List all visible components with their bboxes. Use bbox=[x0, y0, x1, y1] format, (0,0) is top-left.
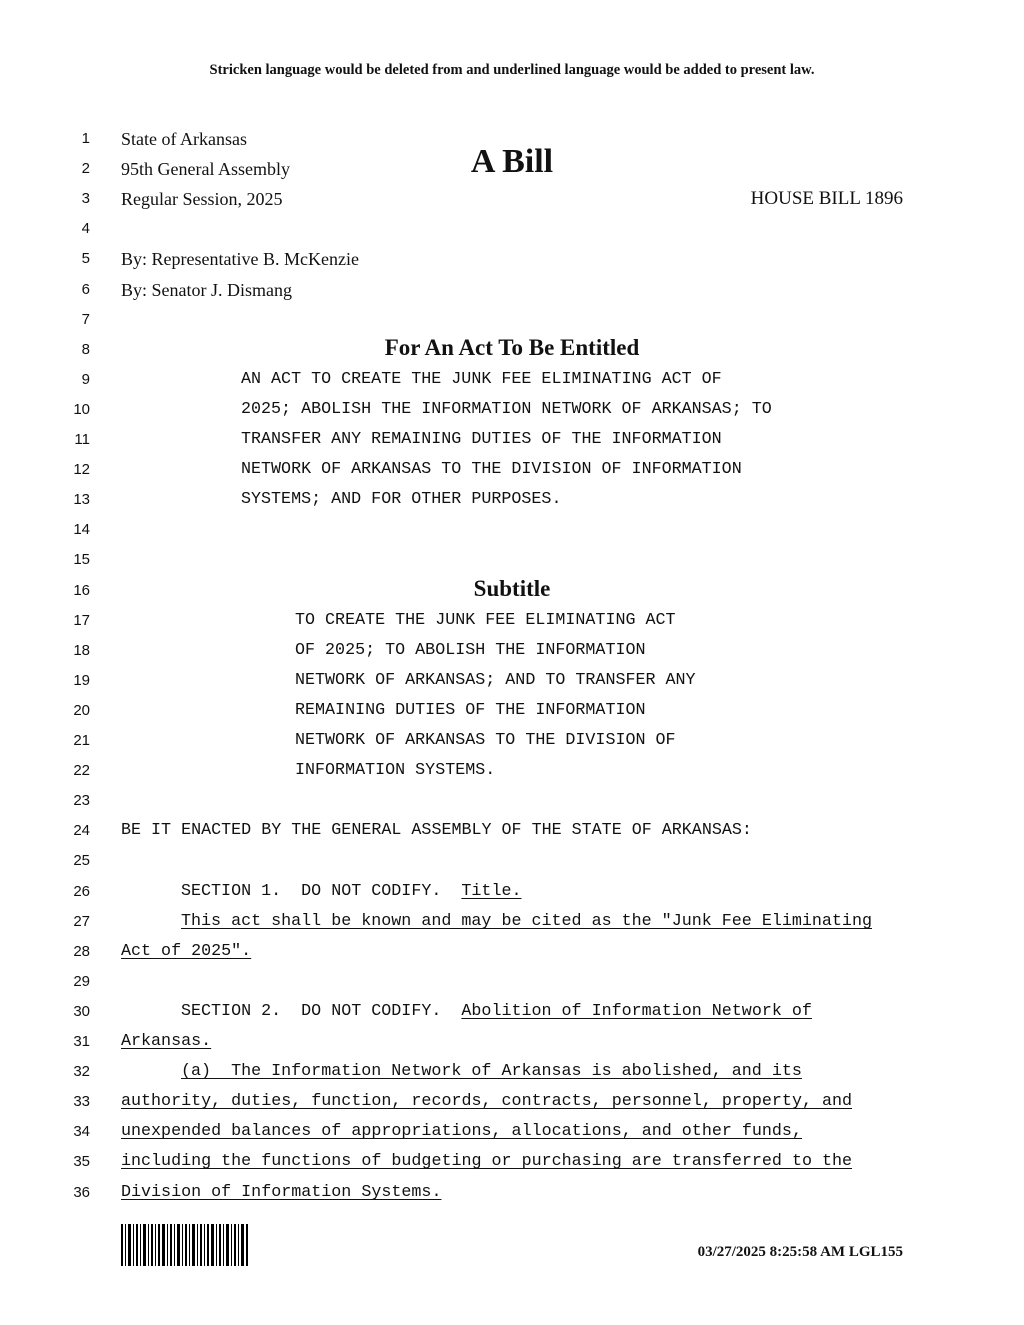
section-1-text: This act shall be known and may be cited as the "Junk Fee Eliminating bbox=[181, 912, 872, 931]
line-number: 21 bbox=[73, 732, 90, 749]
section-2-title-continued: Arkansas. bbox=[121, 1032, 212, 1051]
subtitle-line: TO CREATE THE JUNK FEE ELIMINATING ACT bbox=[295, 611, 676, 630]
line-number: 22 bbox=[73, 762, 90, 779]
section-2-text: including the functions of budgeting or purchasing are transferred to the bbox=[121, 1152, 853, 1171]
line-number: 10 bbox=[73, 401, 90, 418]
bill-type-title: A Bill bbox=[470, 143, 554, 180]
title-line: AN ACT TO CREATE THE JUNK FEE ELIMINATING ACT OF bbox=[241, 370, 722, 389]
subtitle-line: NETWORK OF ARKANSAS; AND TO TRANSFER ANY bbox=[295, 671, 696, 690]
line-number: 6 bbox=[81, 281, 90, 298]
section-1-text: Act of 2025". bbox=[121, 942, 252, 961]
line-number: 16 bbox=[73, 582, 90, 599]
line-number: 1 bbox=[81, 130, 90, 147]
line-number: 31 bbox=[73, 1033, 90, 1050]
line-number: 25 bbox=[73, 852, 90, 869]
line-number: 3 bbox=[81, 190, 90, 207]
title-line: 2025; ABOLISH THE INFORMATION NETWORK OF ARKANSAS; TO bbox=[241, 400, 772, 419]
section-2-text: Division of Information Systems. bbox=[121, 1183, 442, 1202]
line-number: 34 bbox=[73, 1123, 90, 1140]
bill-number: HOUSE BILL 1896 bbox=[750, 188, 903, 209]
sponsor-representative: By: Representative B. McKenzie bbox=[121, 249, 359, 269]
section-1-prefix: SECTION 1. DO NOT CODIFY. bbox=[181, 882, 462, 901]
line-number: 9 bbox=[81, 371, 90, 388]
line-number: 29 bbox=[73, 973, 90, 990]
subtitle-line: INFORMATION SYSTEMS. bbox=[295, 761, 496, 780]
general-assembly: 95th General Assembly bbox=[121, 159, 290, 179]
section-2-heading bbox=[181, 997, 812, 1027]
line-number: 32 bbox=[73, 1063, 90, 1080]
session: Regular Session, 2025 bbox=[121, 189, 283, 209]
subtitle-heading: Subtitle bbox=[473, 576, 551, 601]
subtitle-line: REMAINING DUTIES OF THE INFORMATION bbox=[295, 701, 646, 720]
line-number: 28 bbox=[73, 943, 90, 960]
section-2-text: authority, duties, function, records, contracts, personnel, property, and bbox=[121, 1092, 853, 1111]
line-number: 26 bbox=[73, 883, 90, 900]
barcode-image bbox=[121, 1224, 249, 1266]
line-number: 4 bbox=[81, 220, 90, 237]
section-1-heading bbox=[181, 877, 522, 907]
line-number: 18 bbox=[73, 642, 90, 659]
section-2-prefix: SECTION 2. DO NOT CODIFY. bbox=[181, 1002, 462, 1021]
line-number: 20 bbox=[73, 702, 90, 719]
line-number: 24 bbox=[73, 822, 90, 839]
line-number: 27 bbox=[73, 913, 90, 930]
line-number: 5 bbox=[81, 250, 90, 267]
line-number: 13 bbox=[73, 491, 90, 508]
line-number: 15 bbox=[73, 551, 90, 568]
title-line: TRANSFER ANY REMAINING DUTIES OF THE INFORMATION bbox=[241, 430, 722, 449]
title-line: NETWORK OF ARKANSAS TO THE DIVISION OF INFORMATION bbox=[241, 460, 742, 479]
sponsor-senator: By: Senator J. Dismang bbox=[121, 280, 292, 300]
line-number: 35 bbox=[73, 1153, 90, 1170]
line-number: 23 bbox=[73, 792, 90, 809]
line-number: 7 bbox=[81, 311, 90, 328]
line-number: 12 bbox=[73, 461, 90, 478]
line-number: 36 bbox=[73, 1184, 90, 1201]
line-number: 30 bbox=[73, 1003, 90, 1020]
section-1-title: Title. bbox=[461, 882, 522, 901]
section-2-text: (a) The Information Network of Arkansas is abolished, and its bbox=[181, 1062, 802, 1081]
line-number: 11 bbox=[74, 431, 90, 448]
line-number: 14 bbox=[73, 521, 90, 538]
entitled-heading: For An Act To Be Entitled bbox=[384, 335, 640, 360]
line-number: 19 bbox=[73, 672, 90, 689]
section-2-title: Abolition of Information Network of bbox=[461, 1002, 812, 1021]
footer-timestamp: 03/27/2025 8:25:58 AM LGL155 bbox=[697, 1244, 903, 1260]
line-number: 2 bbox=[81, 160, 90, 177]
line-number: 17 bbox=[73, 612, 90, 629]
subtitle-line: NETWORK OF ARKANSAS TO THE DIVISION OF bbox=[295, 731, 676, 750]
title-line: SYSTEMS; AND FOR OTHER PURPOSES. bbox=[241, 490, 562, 509]
enacting-clause: BE IT ENACTED BY THE GENERAL ASSEMBLY OF THE STATE OF ARKANSAS: bbox=[121, 821, 752, 840]
subtitle-line: OF 2025; TO ABOLISH THE INFORMATION bbox=[295, 641, 646, 660]
line-number: 33 bbox=[73, 1093, 90, 1110]
section-2-text: unexpended balances of appropriations, allocations, and other funds, bbox=[121, 1122, 802, 1141]
line-number: 8 bbox=[81, 341, 90, 358]
state-name: State of Arkansas bbox=[121, 129, 247, 149]
amendment-notice: Stricken language would be deleted from and underlined language would be added to present law. bbox=[209, 62, 815, 78]
